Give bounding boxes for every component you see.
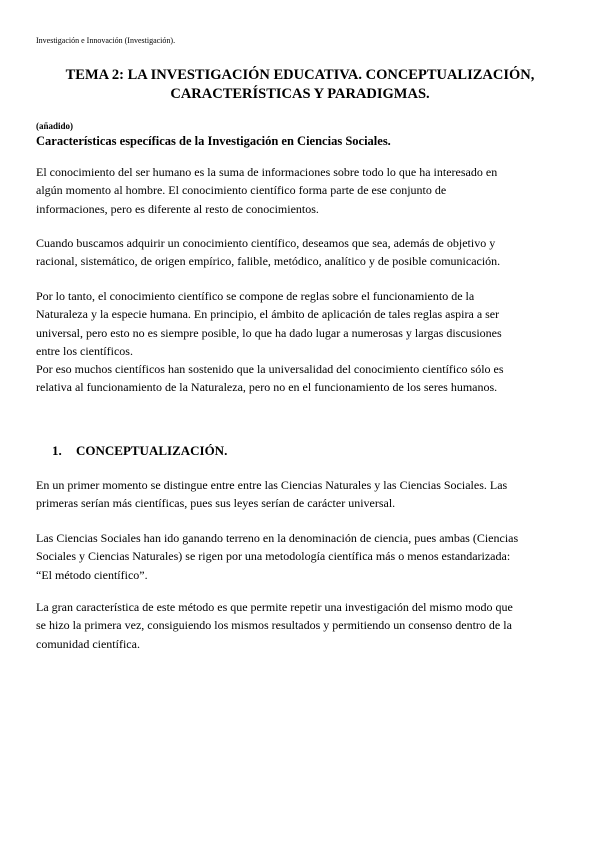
paragraph-line: La gran característica de este método es que permite repetir una investigación del mismo modo que	[36, 600, 513, 614]
page-title	[40, 66, 560, 104]
paragraph-line: Por lo tanto, el conocimiento científico se compone de reglas sobre el funcionamiento de la	[36, 289, 475, 303]
paragraph-line: “El método científico”.	[36, 567, 148, 582]
section-title: CONCEPTUALIZACIÓN.	[76, 443, 228, 458]
title-line-1: TEMA 2: LA INVESTIGACIÓN EDUCATIVA. CONCEPTUALIZACIÓN,	[65, 67, 535, 83]
paragraph-line: Por eso muchos científicos han sostenido que la universalidad del conocimiento científico sólo es	[36, 362, 504, 377]
paragraph-line: Cuando buscamos adquirir un conocimiento científico, deseamos que sea, además de objetivo y	[36, 236, 496, 250]
subtitle: Características específicas de la Investigación en Ciencias Sociales.	[36, 134, 391, 148]
header-note: Investigación e Innovación (Investigación).	[36, 36, 176, 45]
paragraph-line: primeras serían más científicas, pues sus leyes serían de carácter universal.	[36, 496, 396, 511]
paragraph-1	[36, 163, 564, 218]
paragraph-line: relativa al funcionamiento de la Naturaleza, pero no en el funcionamiento de los seres humanos.	[36, 380, 498, 395]
paragraph-line: comunidad científica.	[36, 636, 140, 651]
paragraph-6	[36, 598, 564, 653]
paragraph-line: Las Ciencias Sociales han ido ganando terreno en la denominación de ciencia, pues ambas (Ciencias	[36, 531, 519, 545]
paragraph-line: El conocimiento del ser humano es la suma de informaciones sobre todo lo que ha interesado en	[36, 165, 498, 179]
paragraph-4	[36, 476, 564, 513]
paragraph-line: universal, pero esto no es siempre posible, lo que ha dado lugar a numerosas y largas discusiones	[36, 325, 502, 340]
paragraph-line: entre los científicos.	[36, 343, 133, 358]
paragraph-line: Sociales y Ciencias Naturales) se rigen por una metodología científica más o menos estandarizada:	[36, 549, 511, 564]
title-line-2: CARACTERÍSTICAS Y PARADIGMAS.	[170, 86, 430, 102]
paragraph-5	[36, 529, 564, 584]
paragraph-line: Naturaleza y la especie humana. En principio, el ámbito de aplicación de tales reglas aspira a ser	[36, 307, 500, 322]
section-heading	[52, 443, 227, 459]
paragraph-line: racional, sistemático, de origen empírico, falible, metódico, analítico y de posible comunicación.	[36, 254, 501, 269]
paragraph-2	[36, 234, 564, 271]
paragraph-line: informaciones, pero es diferente al resto de conocimientos.	[36, 201, 319, 216]
added-tag: (añadido)	[36, 121, 74, 131]
paragraph-line: algún momento al hombre. El conocimiento científico forma parte de ese conjunto de	[36, 183, 447, 198]
paragraph-3	[36, 287, 564, 397]
section-number: 1.	[52, 443, 62, 458]
paragraph-line: En un primer momento se distingue entre entre las Ciencias Naturales y las Ciencias Sociales. Las	[36, 478, 508, 492]
paragraph-line: se hizo la primera vez, consiguiendo los mismos resultados y permitiendo un consenso dentro de la	[36, 618, 512, 633]
